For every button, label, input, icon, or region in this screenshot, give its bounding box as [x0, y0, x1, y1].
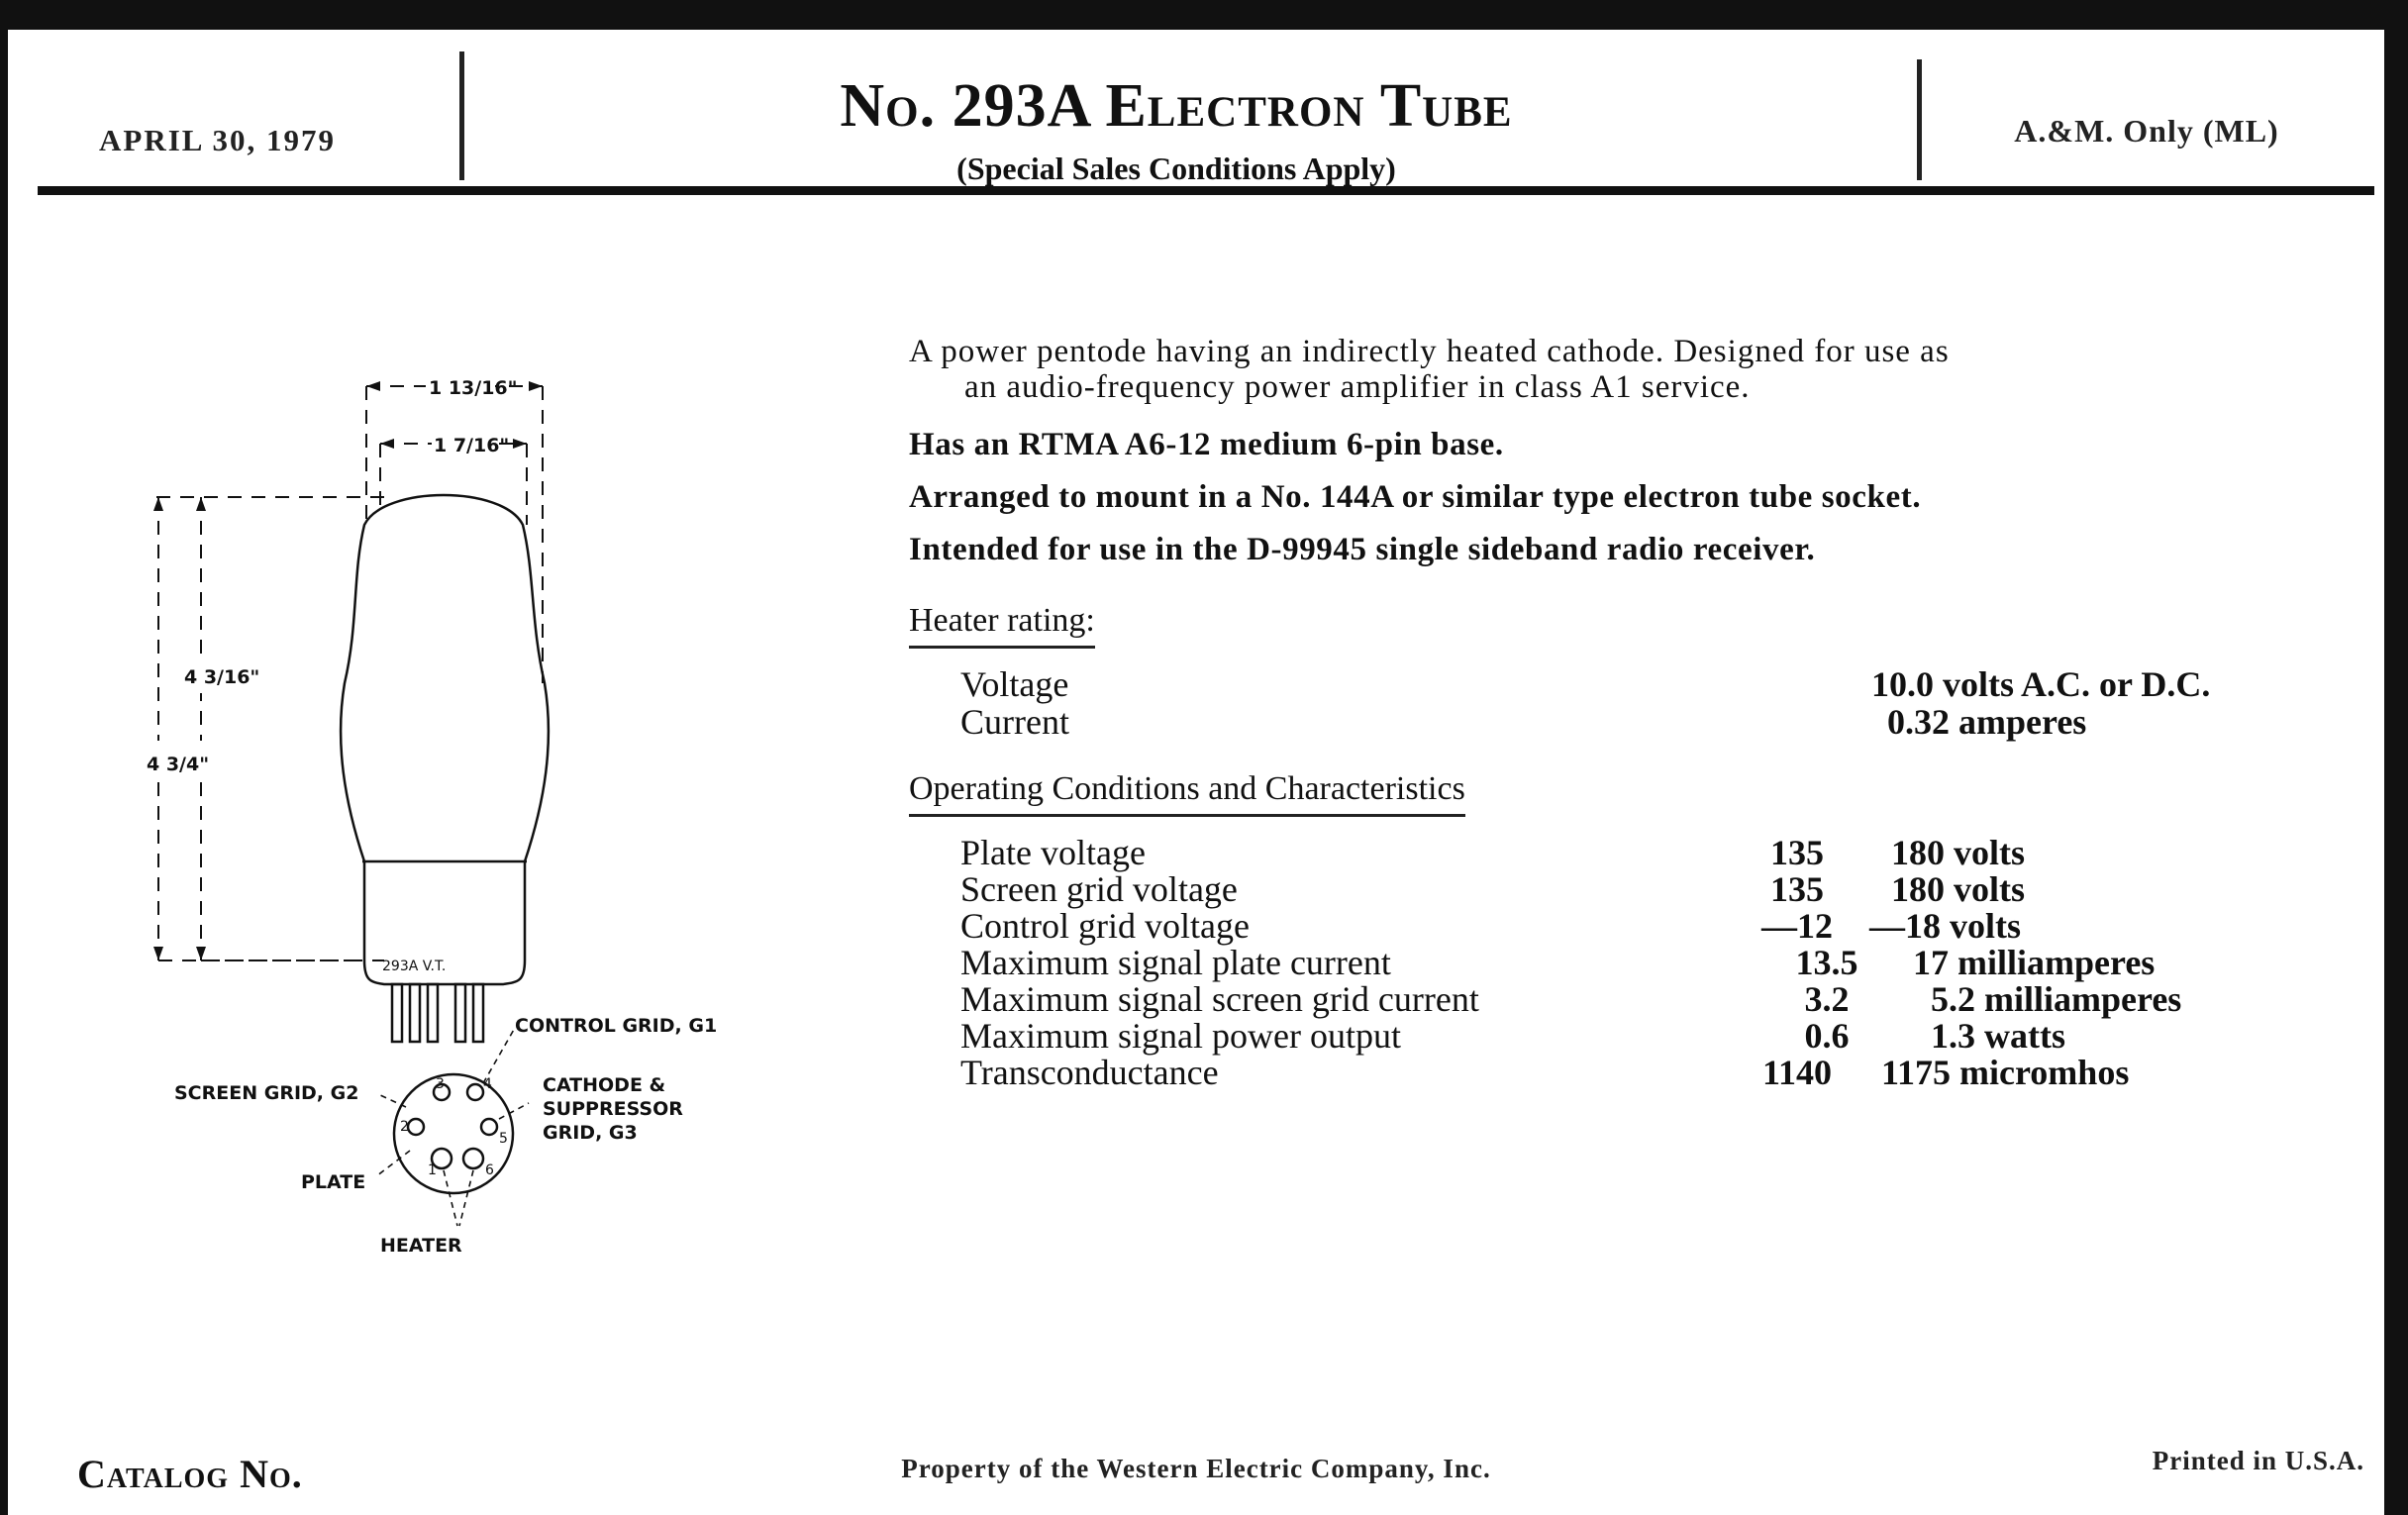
operating-label: Maximum signal power output — [960, 1016, 1401, 1056]
base-pin-2 — [408, 1119, 424, 1135]
pin-number: 3 — [436, 1076, 445, 1092]
pin-number: 4 — [483, 1076, 492, 1092]
operating-row — [960, 942, 2327, 982]
label-suppressor-grid: GRID, G3 — [543, 1122, 638, 1144]
label-heater: HEATER — [380, 1235, 462, 1257]
tube-pin — [455, 984, 465, 1042]
operating-value-1: 135 — [1770, 869, 1824, 909]
operating-value-2: 1175 micromhos — [1881, 1053, 2130, 1092]
operating-value-2: —18 volts — [1869, 906, 2021, 946]
operating-row — [960, 868, 2327, 909]
heater-row — [960, 663, 2327, 704]
description-line-1b: an audio-frequency power amplifier in class A1 service. — [964, 369, 1751, 405]
tube-pin — [392, 984, 402, 1042]
operating-value-2: 5.2 milliamperes — [1931, 979, 2182, 1019]
description-line-3: Arranged to mount in a No. 144A or similar type electron tube socket. — [909, 479, 1922, 515]
tube-pin — [410, 984, 420, 1042]
operating-value-2: 180 volts — [1891, 833, 2025, 872]
operating-label: Control grid voltage — [960, 906, 1250, 946]
operating-row — [960, 1052, 2327, 1092]
availability-note: A.&M. Only (ML) — [2014, 113, 2279, 149]
description-line-2: Has an RTMA A6-12 medium 6-pin base. — [909, 427, 1504, 462]
property-note: Property of the Western Electric Company, Inc. — [901, 1454, 1491, 1483]
description-line-4: Intended for use in the D-99945 single sideband radio receiver. — [909, 532, 1816, 567]
pin-number: 6 — [485, 1162, 494, 1178]
operating-row — [960, 1015, 2327, 1056]
page-title: No. 293A Electron Tube — [840, 72, 1513, 140]
base-pin-5 — [481, 1119, 497, 1135]
tube-marking: 293A V.T. — [382, 959, 447, 974]
label-cathode: CATHODE & — [543, 1074, 666, 1096]
operating-value-1: —12 — [1761, 906, 1833, 946]
catalog-number-label: Catalog No. — [77, 1452, 303, 1496]
tube-envelope — [341, 495, 549, 984]
label-suppressor: SUPPRESSOR — [543, 1098, 683, 1120]
operating-label: Maximum signal screen grid current — [960, 979, 1479, 1019]
operating-value-1: 0.6 — [1804, 1016, 1850, 1056]
label-control-grid: CONTROL GRID, G1 — [515, 1015, 718, 1037]
heater-value: 0.32 amperes — [1887, 702, 2087, 742]
issue-date: APRIL 30, 1979 — [99, 123, 336, 157]
heater-label: Voltage — [960, 664, 1069, 704]
base-pin-4 — [467, 1084, 483, 1100]
pin-number: 2 — [400, 1119, 409, 1135]
dim-width-outer: 1 13/16" — [429, 377, 518, 399]
operating-label: Transconductance — [960, 1053, 1219, 1092]
operating-value-2: 1.3 watts — [1931, 1016, 2065, 1056]
tube-pin — [428, 984, 438, 1042]
pin-number: 5 — [499, 1131, 508, 1147]
header-rule — [38, 186, 2374, 195]
operating-row — [960, 978, 2327, 1019]
operating-heading: Operating Conditions and Characteristics — [909, 770, 1465, 817]
operating-label: Plate voltage — [960, 833, 1146, 872]
datasheet-page — [8, 30, 2384, 1515]
dim-height-body: 4 3/16" — [184, 666, 260, 688]
operating-value-1: 1140 — [1761, 1053, 1832, 1092]
operating-value-2: 180 volts — [1891, 869, 2025, 909]
description-line-1: A power pentode having an indirectly heated cathode. Designed for use as — [909, 334, 1950, 369]
dim-width-inner: 1 7/16" — [434, 435, 510, 456]
tube-pin — [473, 984, 483, 1042]
heater-row — [960, 701, 2327, 742]
heater-heading: Heater rating: — [909, 602, 1095, 649]
base-pin-6 — [463, 1149, 483, 1168]
operating-value-1: 13.5 — [1795, 943, 1858, 982]
tube-outline-diagram — [147, 327, 780, 1277]
dim-height-total: 4 3/4" — [147, 754, 210, 775]
label-screen-grid: SCREEN GRID, G2 — [174, 1082, 359, 1104]
operating-label: Screen grid voltage — [960, 869, 1238, 909]
heater-label: Current — [960, 702, 1069, 742]
label-plate: PLATE — [301, 1171, 366, 1193]
pin-number: 1 — [428, 1162, 437, 1178]
operating-value-2: 17 milliamperes — [1913, 943, 2156, 982]
operating-row — [960, 832, 2327, 872]
operating-value-1: 135 — [1770, 833, 1824, 872]
heater-value: 10.0 volts A.C. or D.C. — [1871, 664, 2211, 704]
page-subtitle: (Special Sales Conditions Apply) — [956, 151, 1396, 186]
operating-value-1: 3.2 — [1804, 979, 1850, 1019]
header-divider-right — [1917, 59, 1922, 180]
printed-note: Printed in U.S.A. — [2152, 1446, 2364, 1475]
operating-row — [960, 905, 2327, 946]
operating-label: Maximum signal plate current — [960, 943, 1391, 982]
